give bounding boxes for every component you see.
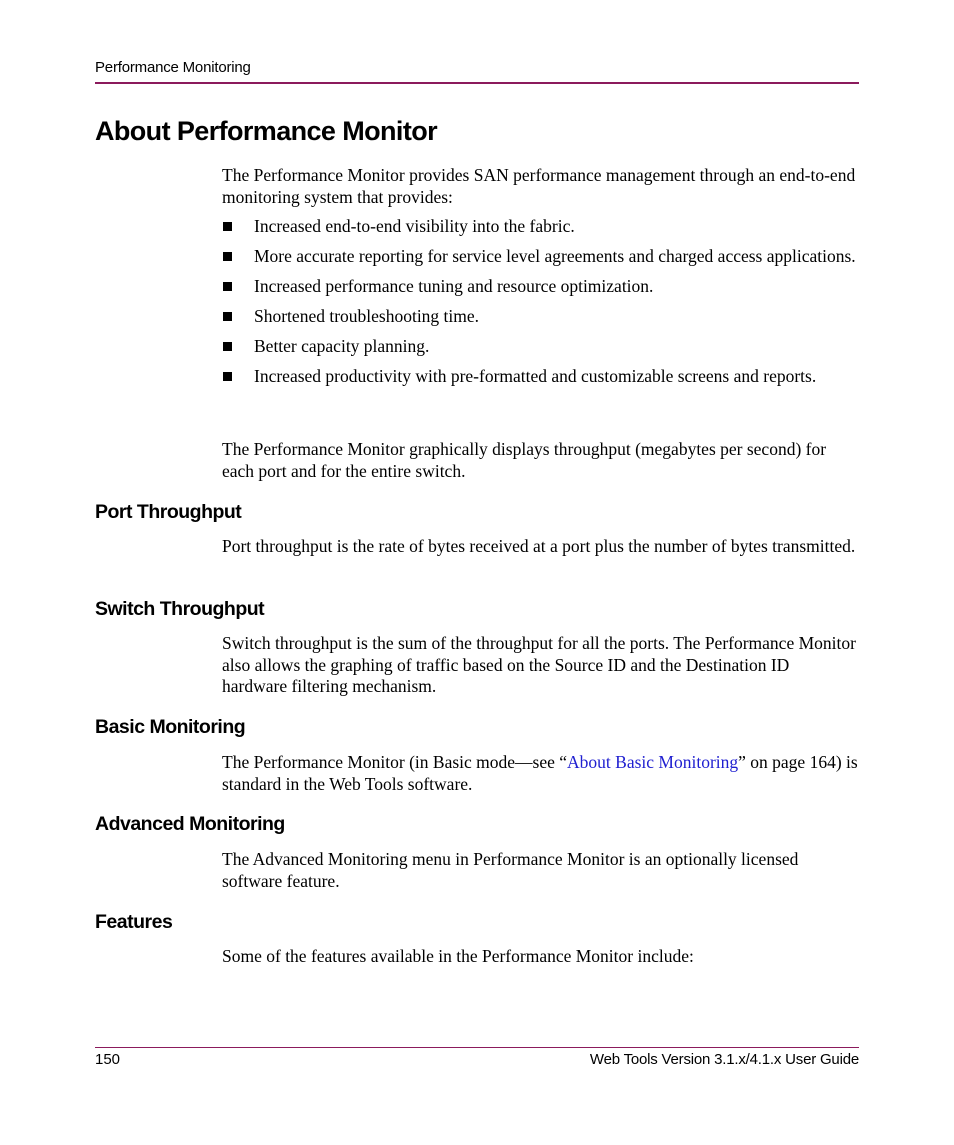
page-number: 150 bbox=[95, 1051, 121, 1068]
running-header: Performance Monitoring bbox=[95, 59, 251, 76]
list-item: More accurate reporting for service level agreements and charged access applications. bbox=[222, 246, 858, 268]
header-rule bbox=[95, 82, 859, 84]
heading-basic-monitoring: Basic Monitoring bbox=[95, 716, 246, 738]
list-item: Increased end-to-end visibility into the fabric. bbox=[222, 216, 858, 238]
advanced-monitoring-paragraph: The Advanced Monitoring menu in Performance Monitor is an optionally licensed software feature. bbox=[222, 849, 799, 891]
heading-advanced-monitoring: Advanced Monitoring bbox=[95, 813, 285, 835]
list-item: Increased productivity with pre-formatted and customizable screens and reports. bbox=[222, 366, 858, 388]
switch-throughput-paragraph: Switch throughput is the sum of the throughput for all the ports. The Performance Monitor also allows the graphing of traffic based on the Source ID and the Destination ID hardware filtering mechanism. bbox=[222, 633, 856, 696]
page-title: About Performance Monitor bbox=[95, 116, 438, 146]
benefits-list bbox=[222, 216, 858, 396]
list-item: Increased performance tuning and resource optimization. bbox=[222, 276, 858, 298]
bullet-square-icon bbox=[223, 222, 232, 231]
bullet-square-icon bbox=[223, 312, 232, 321]
heading-port-throughput: Port Throughput bbox=[95, 501, 242, 523]
features-paragraph: Some of the features available in the Performance Monitor include: bbox=[222, 946, 694, 966]
about-basic-monitoring-link[interactable]: About Basic Monitoring bbox=[567, 752, 739, 772]
bullet-square-icon bbox=[223, 252, 232, 261]
heading-switch-throughput: Switch Throughput bbox=[95, 598, 265, 620]
bullet-square-icon bbox=[223, 342, 232, 351]
bullet-square-icon bbox=[223, 282, 232, 291]
bullet-square-icon bbox=[223, 372, 232, 381]
intro-paragraph: The Performance Monitor provides SAN performance management through an end-to-end monitoring system that provides: bbox=[222, 165, 856, 207]
list-item: Shortened troubleshooting time. bbox=[222, 306, 858, 328]
port-throughput-paragraph: Port throughput is the rate of bytes received at a port plus the number of bytes transmitted. bbox=[222, 536, 856, 556]
basic-monitoring-paragraph: The Performance Monitor (in Basic mode—see “About Basic Monitoring” on page 164) is standard in the Web Tools software. bbox=[222, 752, 858, 794]
footer-rule bbox=[95, 1047, 859, 1048]
list-item: Better capacity planning. bbox=[222, 336, 858, 358]
heading-features: Features bbox=[95, 911, 173, 933]
summary-paragraph: The Performance Monitor graphically displays throughput (megabytes per second) for each port and for the entire switch. bbox=[222, 439, 827, 481]
guide-title: Web Tools Version 3.1.x/4.1.x User Guide bbox=[589, 1051, 859, 1068]
